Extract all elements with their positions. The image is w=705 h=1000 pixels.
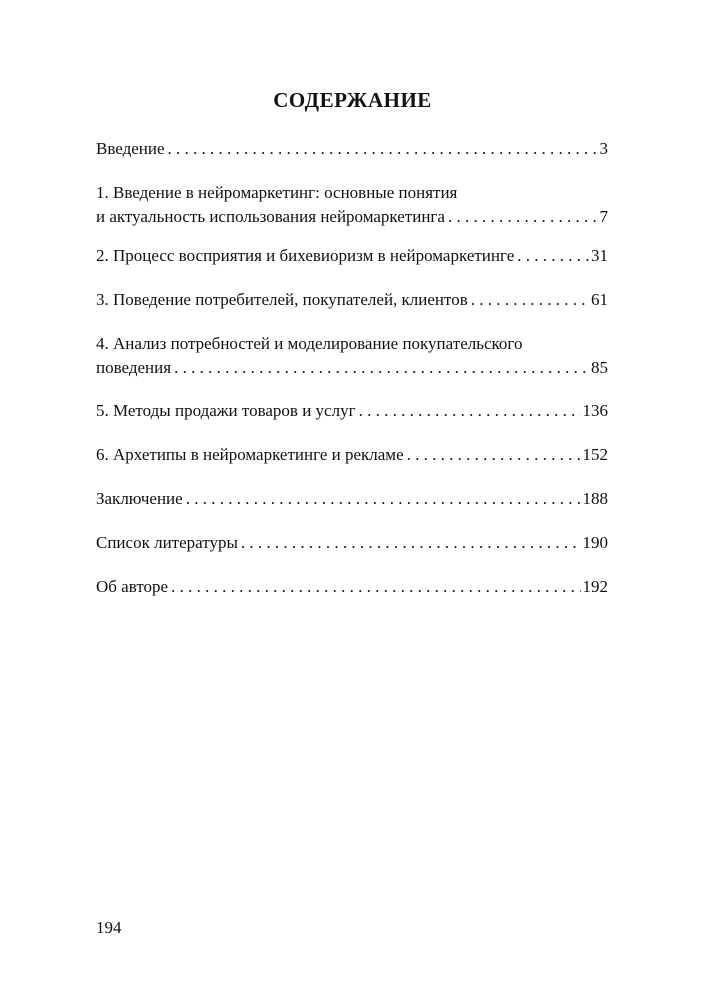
toc-entry-chapter-2[interactable] xyxy=(96,244,608,268)
toc-entry-bibliography[interactable] xyxy=(96,531,608,555)
toc-entry-page: 136 xyxy=(582,401,608,420)
toc-entry-title-line1: 1. Введение в нейромаркетинг: основные понятия xyxy=(96,183,458,202)
dot-leader xyxy=(407,443,581,467)
toc-row xyxy=(96,575,608,599)
toc-entry-title: Введение xyxy=(96,139,165,158)
toc-entry-title: 2. Процесс восприятия и бихевиоризм в нейромаркетинге xyxy=(96,246,515,265)
dot-leader xyxy=(174,356,589,380)
toc-entry-title: Об авторе xyxy=(96,577,169,596)
toc-row xyxy=(96,443,608,467)
page-title: СОДЕРЖАНИЕ xyxy=(273,88,432,112)
dot-leader xyxy=(171,575,580,599)
dot-leader xyxy=(471,288,589,312)
toc-entry-title: и актуальность использования нейромаркетинга xyxy=(96,207,445,226)
toc-entry-page: 3 xyxy=(599,139,608,158)
toc-row xyxy=(96,487,608,511)
toc-entry-page: 188 xyxy=(582,489,608,508)
toc-entry-page: 31 xyxy=(591,246,608,265)
toc-entry-title: 5. Методы продажи товаров и услуг xyxy=(96,401,356,420)
toc-entry-page: 190 xyxy=(582,533,608,552)
toc-row xyxy=(96,531,608,555)
toc-entry-chapter-3[interactable] xyxy=(96,288,608,312)
toc-entry-page: 192 xyxy=(582,577,608,596)
toc-entry-conclusion[interactable] xyxy=(96,487,608,511)
toc-entry-page: 152 xyxy=(582,445,608,464)
dot-leader xyxy=(186,487,581,511)
toc-row xyxy=(96,356,608,380)
page-number: 194 xyxy=(96,918,122,937)
toc-row xyxy=(96,399,608,423)
toc-entry-chapter-4[interactable] xyxy=(96,332,608,380)
toc-entry-title: Заключение xyxy=(96,489,183,508)
toc-row xyxy=(96,137,608,161)
toc-entry-title: 6. Архетипы в нейромаркетинге и рекламе xyxy=(96,445,404,464)
toc-entry-page: 7 xyxy=(599,207,608,226)
toc-entry-chapter-1[interactable] xyxy=(96,181,608,229)
toc-entry-title: поведения xyxy=(96,358,172,377)
dot-leader xyxy=(359,399,581,423)
toc-entry-title: 3. Поведение потребителей, покупателей, клиентов xyxy=(96,290,468,309)
toc-entry-introduction[interactable] xyxy=(96,137,608,161)
toc-entry-chapter-6[interactable] xyxy=(96,443,608,467)
toc-entry-page: 85 xyxy=(591,358,608,377)
toc-entry-about-author[interactable] xyxy=(96,575,608,599)
toc-entry-chapter-5[interactable] xyxy=(96,399,608,423)
dot-leader xyxy=(448,205,598,229)
toc-row xyxy=(96,205,608,229)
dot-leader xyxy=(168,137,598,161)
toc-row xyxy=(96,244,608,268)
dot-leader xyxy=(517,244,589,268)
toc-row xyxy=(96,288,608,312)
toc-entry-title-line1: 4. Анализ потребностей и моделирование покупательского xyxy=(96,334,523,353)
toc-entry-page: 61 xyxy=(591,290,608,309)
toc-entry-title: Список литературы xyxy=(96,533,238,552)
dot-leader xyxy=(241,531,581,555)
